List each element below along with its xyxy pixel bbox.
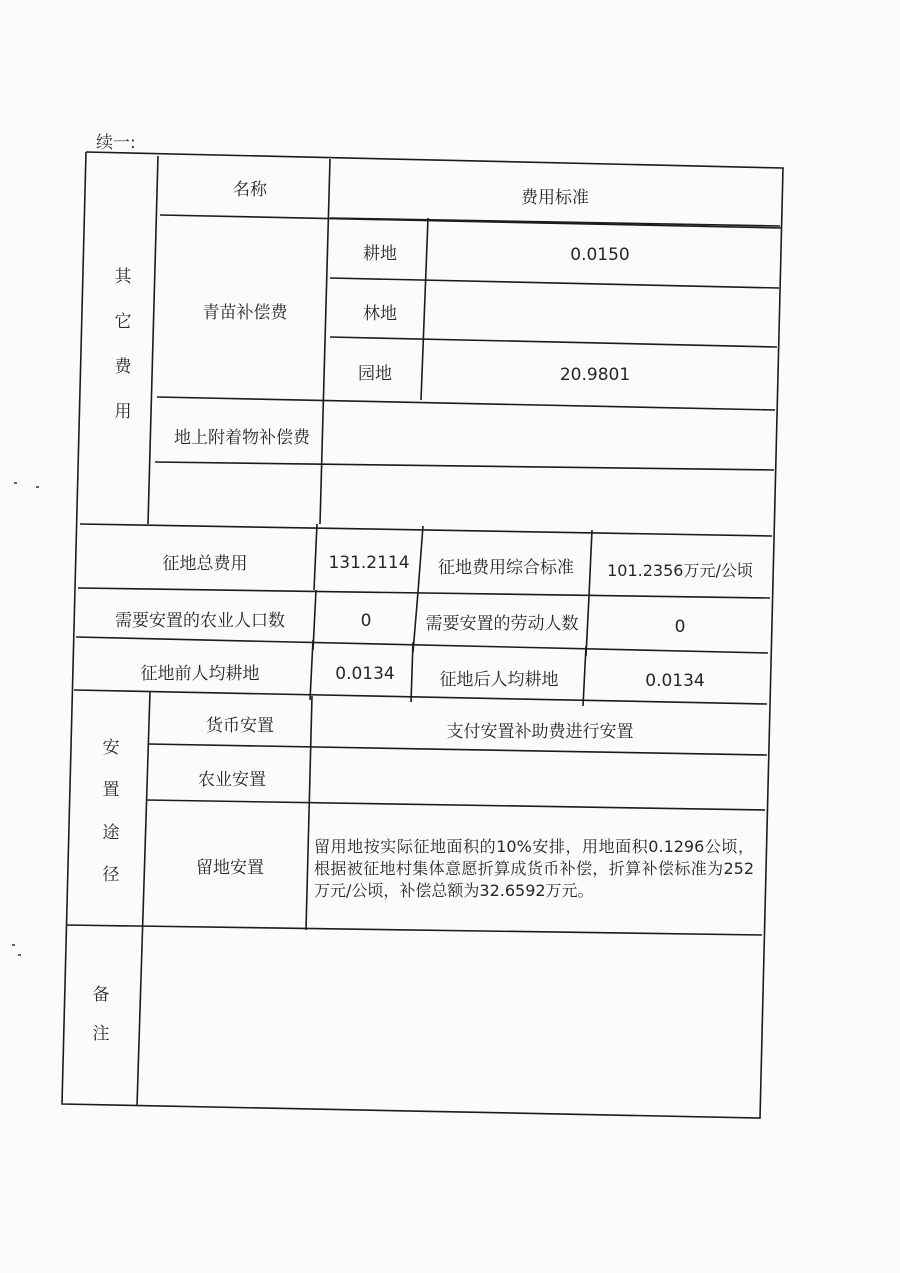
resettle-char-3: 途 — [102, 822, 120, 843]
attachments-compensation-label: 地上附着物补偿费 — [174, 427, 310, 448]
farmland-before-value: 0.0134 — [335, 664, 395, 684]
currency-resettlement-label: 货币安置 — [206, 715, 274, 736]
agri-resettlement-label: 农业安置 — [198, 769, 266, 790]
reserved-land-label: 留地安置 — [196, 857, 264, 878]
remarks-label — [86, 980, 116, 1044]
resettle-char-4: 径 — [102, 864, 120, 885]
agri-population-label: 需要安置的农业人口数 — [115, 610, 285, 631]
remarks-char-1: 备 — [92, 985, 110, 1005]
resettle-char-1: 安 — [102, 738, 120, 758]
remarks-char-2: 注 — [92, 1024, 110, 1044]
land-value-orchard: 20.9801 — [559, 365, 631, 385]
currency-resettlement-value: 支付安置补助费进行安置 — [446, 721, 634, 742]
labor-count-label: 需要安置的劳动人数 — [425, 613, 579, 634]
other-fees-char-3: 费 — [114, 357, 132, 377]
scan-speck — [14, 482, 17, 484]
land-type-forest: 林地 — [363, 303, 397, 324]
crop-compensation-label: 青苗补偿费 — [202, 302, 288, 323]
agri-population-value: 0 — [360, 611, 372, 631]
land-type-orchard: 园地 — [358, 363, 392, 384]
combined-standard-value: 101.2356万元/公顷 — [607, 560, 753, 580]
header-name: 名称 — [233, 179, 267, 200]
labor-count-value: 0 — [674, 617, 686, 637]
other-fees-char-1: 其 — [114, 267, 132, 287]
land-value-cultivated: 0.0150 — [570, 245, 630, 265]
resettle-char-2: 置 — [102, 780, 120, 801]
total-cost-value: 131.2114 — [328, 553, 410, 573]
farmland-before-label: 征地前人均耕地 — [140, 663, 260, 684]
reserved-land-text: 留用地按实际征地面积的10%安排，用地面积0.1296公顷，根据被征地村集体意愿折算成货币补偿，折算补偿标准为252万元/公顷，补偿总额为32.6592万元。 — [314, 837, 754, 900]
land-type-cultivated: 耕地 — [363, 243, 397, 264]
land-value-forest — [540, 298, 660, 328]
continuation-label: 续一: — [96, 133, 136, 153]
header-standard: 费用标准 — [521, 187, 589, 208]
other-fees-label — [108, 262, 138, 422]
scan-speck — [36, 486, 39, 488]
combined-standard-label: 征地费用综合标准 — [438, 557, 574, 578]
total-cost-label: 征地总费用 — [162, 553, 248, 574]
scan-speck — [18, 954, 21, 956]
other-fees-char-2: 它 — [114, 312, 132, 332]
resettlement-label — [96, 733, 126, 885]
farmland-after-label: 征地后人均耕地 — [439, 669, 559, 690]
other-fees-char-4: 用 — [114, 402, 132, 422]
farmland-after-value: 0.0134 — [645, 671, 705, 691]
scan-speck — [12, 944, 15, 946]
